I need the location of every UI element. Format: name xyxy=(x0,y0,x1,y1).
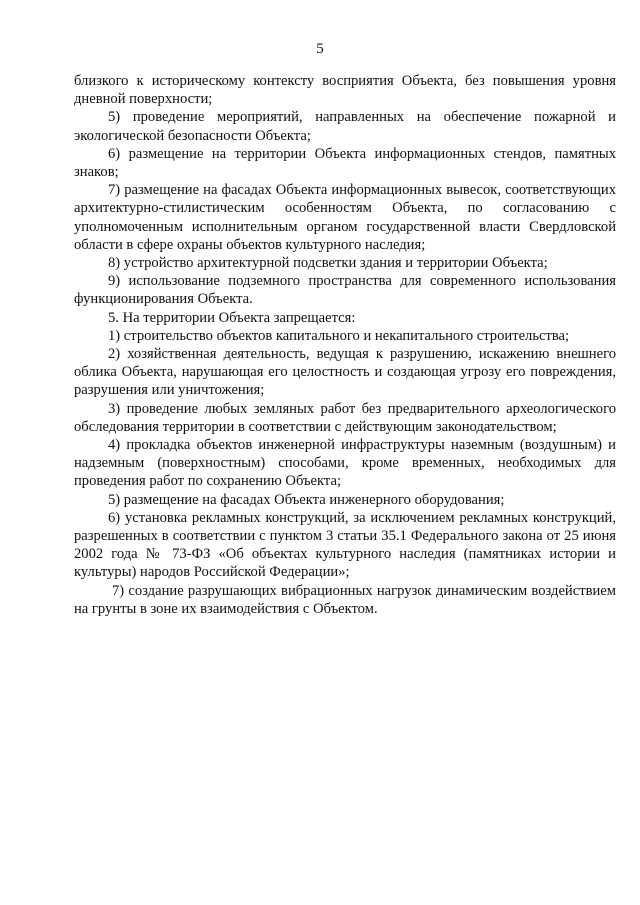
paragraph-item-6-info-stands: 6) размещение на территории Объекта информационных стендов, памятных знаков; xyxy=(74,145,616,181)
paragraph-prohibited-4: 4) прокладка объектов инженерной инфраструктуры наземным (воздушным) и надземным (поверхностным) способами, кроме временных, необходимых для проведения работ по сохранению Объекта; xyxy=(74,437,616,490)
paragraph-item-9-underground: 9) использование подземного пространства для современного использования функционирования Объекта. xyxy=(74,273,616,308)
paragraph-prohibited-6: 6) установка рекламных конструкций, за исключением рекламных конструкций, разрешенных в соответствии с пунктом 3 статьи 35.1 Федерального закона от 25 июня 2002 года № 73-ФЗ «Об объектах культурного наследия (памятниках истории и культуры) народов Российской Федерации»; xyxy=(74,509,616,581)
paragraph-prohibited-2: 2) хозяйственная деятельность, ведущая к разрушению, искажению внешнего облика Объекта, нарушающая его целостность и создающая угрозу его повреждения, разрушения или уничтожения; xyxy=(74,346,616,399)
paragraph-item-8-lighting: 8) устройство архитектурной подсветки здания и территории Объекта; xyxy=(108,255,548,272)
paragraph-continuation: близкого к историческому контексту восприятия Объекта, без повышения уровня дневной поверхности; xyxy=(74,73,616,108)
paragraph-prohibited-5: 5) размещение на фасадах Объекта инженерного оборудования; xyxy=(108,491,505,508)
paragraph-item-5-fire-safety: 5) проведение мероприятий, направленных на обеспечение пожарной и экологической безопасности Объекта; xyxy=(74,109,616,144)
paragraph-prohibited-3: 3) проведение любых земляных работ без предварительного археологического обследования территории в соответствии с действующим законодательством; xyxy=(74,400,616,435)
page-number: 5 xyxy=(316,41,324,57)
document-body xyxy=(74,72,616,618)
section-heading-prohibited: 5. На территории Объекта запрещается: xyxy=(108,309,356,326)
paragraph-item-7-signboards: 7) размещение на фасадах Объекта информационных вывесок, соответствующих архитектурно-стилистическим особенностям Объекта, по согласованию с уполномоченным исполнительным органом государственной власти Свердловской области в сфере охраны объектов культурного наследия; xyxy=(74,182,616,253)
paragraph-prohibited-1: 1) строительство объектов капитального и некапитального строительства; xyxy=(108,327,570,344)
paragraph-prohibited-7: 7) создание разрушающих вибрационных нагрузок динамическим воздействием на грунты в зоне их взаимодействия с Объектом. xyxy=(74,582,616,617)
